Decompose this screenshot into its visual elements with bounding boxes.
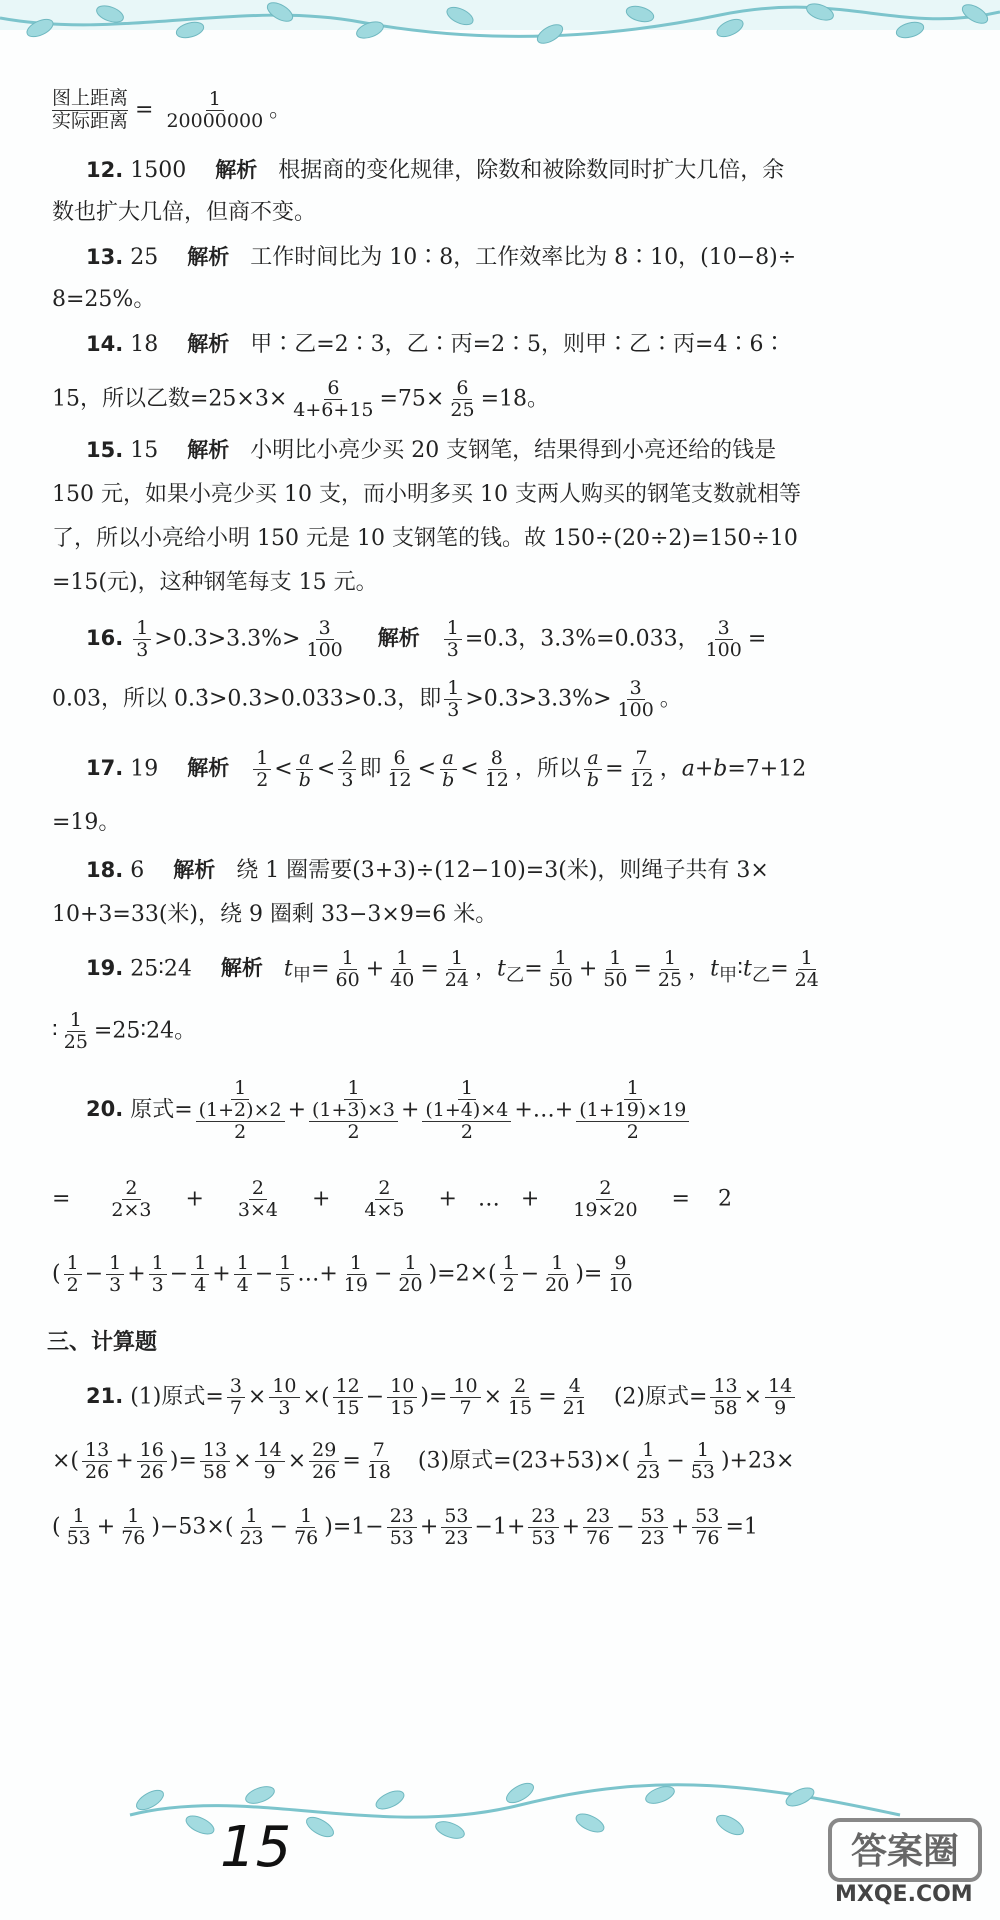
explanation-line: ( $\frac{1}{53}$ + $\frac{1}{76}$ )−53×( $\frac{1}{23}$ − $\frac{1}{76}$ )=1− $\frac{23}{53}$ + $\frac{53}{23}$ −1+ $\frac{23}{53}$ + $\frac{23}{76}$ − $\frac{53}{23}$ + $\frac{53}{76}$ =1	[52, 1505, 758, 1549]
analysis-label: 解析	[220, 956, 263, 981]
explanation-line: ∶ $\frac{1}{25}$ =25∶24。	[52, 1009, 197, 1053]
scale-ratio-note: 图上距离 实际距离 = $\frac{1}{20000000}$ 。	[52, 87, 292, 132]
explanation-line: 根据商的变化规律，除数和被除数同时扩大几倍，余	[278, 158, 785, 183]
actual-distance-label: 实际距离	[52, 109, 129, 132]
explanation-line: = $\frac{2}{2\times 3}$ + $\frac{2}{3\times 4}$ + $\frac{2}{4\times 5}$ + … + $\frac{2}{19\times 20}$ = 2	[52, 1177, 732, 1221]
map-distance-label: 图上距离	[52, 87, 129, 109]
explanation-line: 8=25%。	[52, 287, 156, 312]
explanation-line: 了，所以小亮给小明 150 元是 10 支钢笔的钱。故 150÷(20÷2)=150÷10	[52, 526, 798, 551]
answer-value: 6	[130, 858, 145, 883]
explanation-line: 小明比小亮少买 20 支钢笔，结果得到小亮还给的钱是	[250, 438, 777, 463]
explanation-line: 15，所以乙数=25×3× $\frac{6}{4+6+15}$ =75× $\frac{6}{25}$ =18。	[52, 377, 549, 421]
analysis-label: 解析	[187, 332, 230, 356]
answer-item-14: 14. 18 解析 甲∶乙=2∶3，乙∶丙=2∶5，则甲∶乙∶丙=4∶6∶	[86, 332, 786, 357]
answer-item-15: 15. 15 解析 小明比小亮少买 20 支钢笔，结果得到小亮还给的钱是	[86, 438, 777, 463]
explanation-line: 150 元，如果小亮少买 10 支，而小明多买 10 支两人购买的钢笔支数就相等	[52, 482, 801, 507]
answer-item-12: 12. 1500 解析 根据商的变化规律，除数和被除数同时扩大几倍，余	[86, 158, 785, 183]
answer-item-13: 13. 25 解析 工作时间比为 10∶8，工作效率比为 8∶10，(10−8)÷	[86, 245, 797, 270]
answer-item-19: 19. 25∶24 解析 $t_甲=$ $\frac{1}{60}$ + $\frac{1}{40}$ = $\frac{1}{24}$ ，$t_乙=$ $\frac{1}{50}$ + $\frac{1}{50}$ = $\frac{1}{25}$ ，$t_甲∶t_乙=$ $\frac{1}{24}$	[86, 947, 819, 991]
answer-value: 15	[130, 438, 159, 463]
analysis-label: 解析	[187, 245, 230, 269]
section-heading: 三、计算题	[47, 1330, 158, 1355]
explanation-line: =19。	[52, 810, 121, 835]
explanation-line: 0.03，所以 0.3̇>0.3>0.033>0.3，即 $\frac{1}{3}$ >0.3>3.3%> $\frac{3}{100}$ 。	[52, 677, 682, 721]
watermark-text: MXQE.COM	[835, 1882, 973, 1907]
answer-item-16: 16. $\frac{1}{3}$ >0.3>3.3%> $\frac{3}{100}$ 解析 $\frac{1}{3}$ =0.3̇，3.3%=0.033， $\frac{3}{100}$ =	[86, 617, 767, 661]
scale-fraction: $\frac{1}{20000000}$	[166, 87, 264, 132]
answer-item-21: 21. (1)原式= $\frac{3}{7}$ × $\frac{10}{3}$ ×( $\frac{12}{15}$ − $\frac{10}{15}$ )= $\frac{10}{7}$ × $\frac{2}{15}$ = $\frac{4}{21}$ (2)原式= $\frac{13}{58}$ × $\frac{14}{9}$	[52, 1376, 798, 1419]
top-vine-decoration	[0, 0, 1000, 80]
answer-value: 18	[130, 332, 159, 357]
answer-item-17: 17. 19 解析 $\frac{1}{2}$ < $\frac{a}{b}$ < $\frac{2}{3}$ 即 $\frac{6}{12}$ < $\frac{a}{b}$ < $\frac{8}{12}$ ，所以 $\frac{a}{b}$ = $\frac{7}{12}$ ，a+b=7+12	[86, 747, 807, 791]
analysis-label: 解析	[187, 438, 230, 462]
explanation-line: 绕 1 圈需要(3+3)÷(12−10)=3(米)，则绳子共有 3×	[236, 858, 769, 883]
explanation-line: 数也扩大几倍，但商不变。	[52, 200, 317, 225]
analysis-label: 解析	[173, 858, 216, 882]
explanation-line: ( $\frac{1}{2}$ − $\frac{1}{3}$ + $\frac{1}{3}$ − $\frac{1}{4}$ + $\frac{1}{4}$ − $\frac{1}{5}$ …+ $\frac{1}{19}$ − $\frac{1}{20}$ )=2×( $\frac{1}{2}$ − $\frac{1}{20}$ )= $\frac{9}{10}$	[52, 1252, 633, 1296]
answer-item-20: 20. 原式= 1 (1+2)×2 2 + 1 (1+3)×3 2 + 1 (1+4)×4 2 +…+ 1 (1+19)×19 2	[52, 1078, 692, 1143]
explanation-line: ×( $\frac{13}{26}$ + $\frac{16}{26}$ )= $\frac{13}{58}$ × $\frac{14}{9}$ × $\frac{29}{26}$ = $\frac{7}{18}$ (3)原式=(23+53)×( $\frac{1}{23}$ − $\frac{1}{53}$ )+23×	[52, 1439, 795, 1483]
analysis-label: 解析	[187, 756, 230, 781]
explanation-line: 工作时间比为 10∶8，工作效率比为 8∶10，(10−8)÷	[250, 245, 797, 270]
analysis-label: 解析	[377, 626, 420, 651]
answer-value: 1500	[130, 158, 187, 183]
explanation-line: =15(元)，这种钢笔每支 15 元。	[52, 570, 378, 595]
answer-value: 25∶24	[130, 956, 192, 982]
answer-item-18: 18. 6 解析 绕 1 圈需要(3+3)÷(12−10)=3(米)，则绳子共有 3×	[86, 858, 769, 883]
page-number: 15	[220, 1815, 292, 1880]
svg-text:答案圈: 答案圈	[850, 1831, 960, 1872]
explanation-line: 甲∶乙=2∶3，乙∶丙=2∶5，则甲∶乙∶丙=4∶6∶	[250, 332, 786, 357]
answer-value: 19	[130, 756, 159, 782]
answer-value: 25	[130, 245, 159, 270]
explanation-line: 10+3=33(米)，绕 9 圈剩 33−3×9=6 米。	[52, 902, 498, 927]
analysis-label: 解析	[215, 158, 258, 182]
